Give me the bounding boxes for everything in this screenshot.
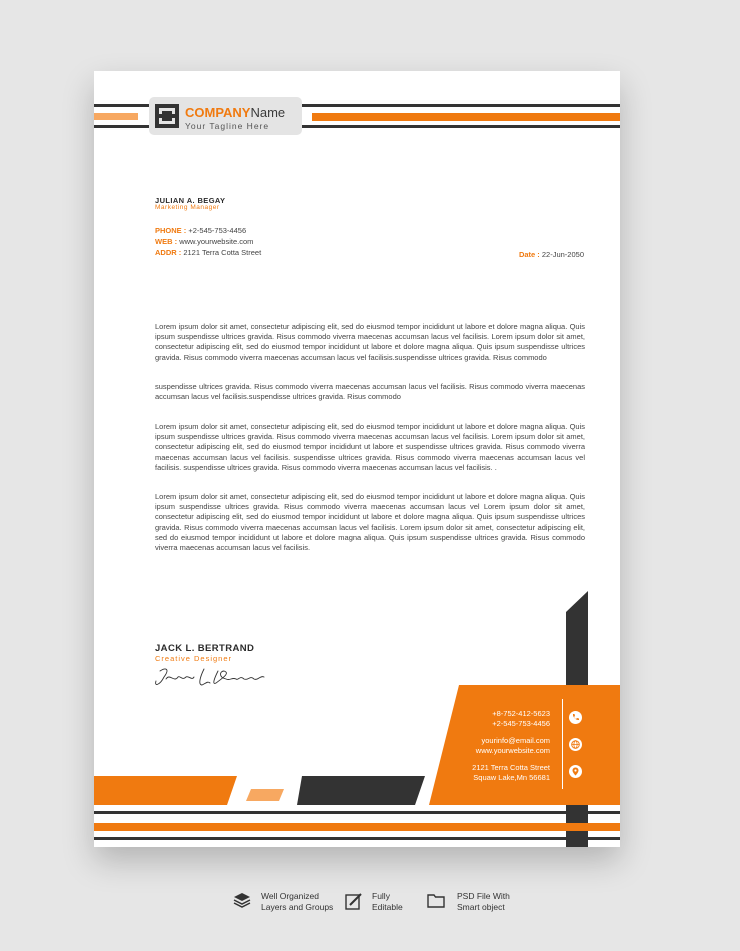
folder-icon xyxy=(427,892,445,908)
company-name: COMPANYName xyxy=(185,105,286,120)
letter-date: Date : 22-Jun-2050 xyxy=(518,250,584,259)
sender-role: Marketing Manager xyxy=(155,204,220,211)
company-tagline: Your Tagline Here xyxy=(185,121,270,131)
phone-icon xyxy=(569,711,582,724)
sender-phone: PHONE : +2-545-753-4456 xyxy=(155,226,247,235)
signatory-name: JACK L. BERTRAND xyxy=(155,643,255,654)
footer-email-web: yourinfo@email.com www.yourwebsite.com xyxy=(475,736,550,755)
feature-psd: PSD File With Smart object xyxy=(457,891,510,912)
sender-address: ADDR : 2121 Terra Cotta Street xyxy=(155,248,262,257)
body-paragraph-4: Lorem ipsum dolor sit amet, consectetur adipiscing elit, sed do eiusmod tempor incididunt ut labore et dolore magna aliqua. Quis ipsum suspendisse ultrices gravida. Risus commodo viverra maecenas accumsan lacus vel Lorem ipsum dolor sit amet, consectetur adipiscing elit, sed do eiusmod tempor incididunt ut labore et dolore magna aliqua. Quis ipsum suspendisse ultrices gravida. Risus commodo viverra maecenas accumsan lacus vel facilisis. Lorem ipsum dolor sit amet, consectetur adipiscing elit, sed do eiusmod tempor incididunt ut labore et dolore magna aliqua. Quis ipsum suspendisse ultrices gravida. Risus commodo viverra maecenas accumsan lacus vel facilisis. xyxy=(155,492,585,553)
feature-layers: Well Organized Layers and Groups xyxy=(261,891,334,912)
globe-icon xyxy=(569,738,582,751)
signatory-role: Creative Designer xyxy=(155,654,233,663)
location-pin-icon xyxy=(569,765,582,778)
footer-phones: +8-752-412-5623 +2-545-753-4456 xyxy=(492,709,550,728)
sender-name: JULIAN A. BEGAY xyxy=(155,196,226,205)
footer-address: 2121 Terra Cotta Street Squaw Lake,Mn 56681 xyxy=(472,763,550,782)
body-paragraph-3: Lorem ipsum dolor sit amet, consectetur adipiscing elit, sed do eiusmod tempor incididunt ut labore et dolore magna aliqua. Quis ipsum suspendisse ultrices gravida. Risus commodo viverra maecenas accumsan lacus vel facilisis. Lorem ipsum dolor sit amet, consectetur adipiscing elit, sed do eiusmod tempor incididunt ut labore et suspendisse ultrices gravida. Risus commodo viverra maecenas accumsan lacus vel facilisis. suspendisse ultrices gravida. Risus commodo viverra maecenas accumsan lacus vel facilisis. suspendisse ultrices gravida. Risus commodo viverra maecenas accumsan lacus vel facilisis. . xyxy=(155,422,585,472)
feature-editable: Fully Editable xyxy=(372,891,403,912)
letterhead-page xyxy=(94,71,620,847)
edit-icon xyxy=(345,892,363,910)
body-paragraph-1: Lorem ipsum dolor sit amet, consectetur adipiscing elit, sed do eiusmod tempor incididunt ut labore et dolore magna aliqua. Quis ipsum suspendisse ultrices gravida. Risus commodo viverra maecenas accumsan lacus vel facilisis. Lorem ipsum dolor sit amet, consectetur adipiscing elit, sed do eiusmod tempor incididunt ut labore et dolore magna aliqua. Quis ipsum suspendisse ultrices gravida. Risus commodo viverra maecenas accumsan lacus vel facilisis.suspendisse ultrices gravida. Risus commodo xyxy=(155,322,585,362)
layers-icon xyxy=(233,892,251,908)
body-paragraph-2: suspendisse ultrices gravida. Risus commodo viverra maecenas accumsan lacus vel facilisis. Risus commodo viverra maecenas accumsan lacus vel facilisis.suspendisse ultrices gravida. Risus commodo xyxy=(155,382,585,402)
footer-decoration xyxy=(94,71,620,847)
sender-web: WEB : www.yourwebsite.com xyxy=(155,237,254,246)
